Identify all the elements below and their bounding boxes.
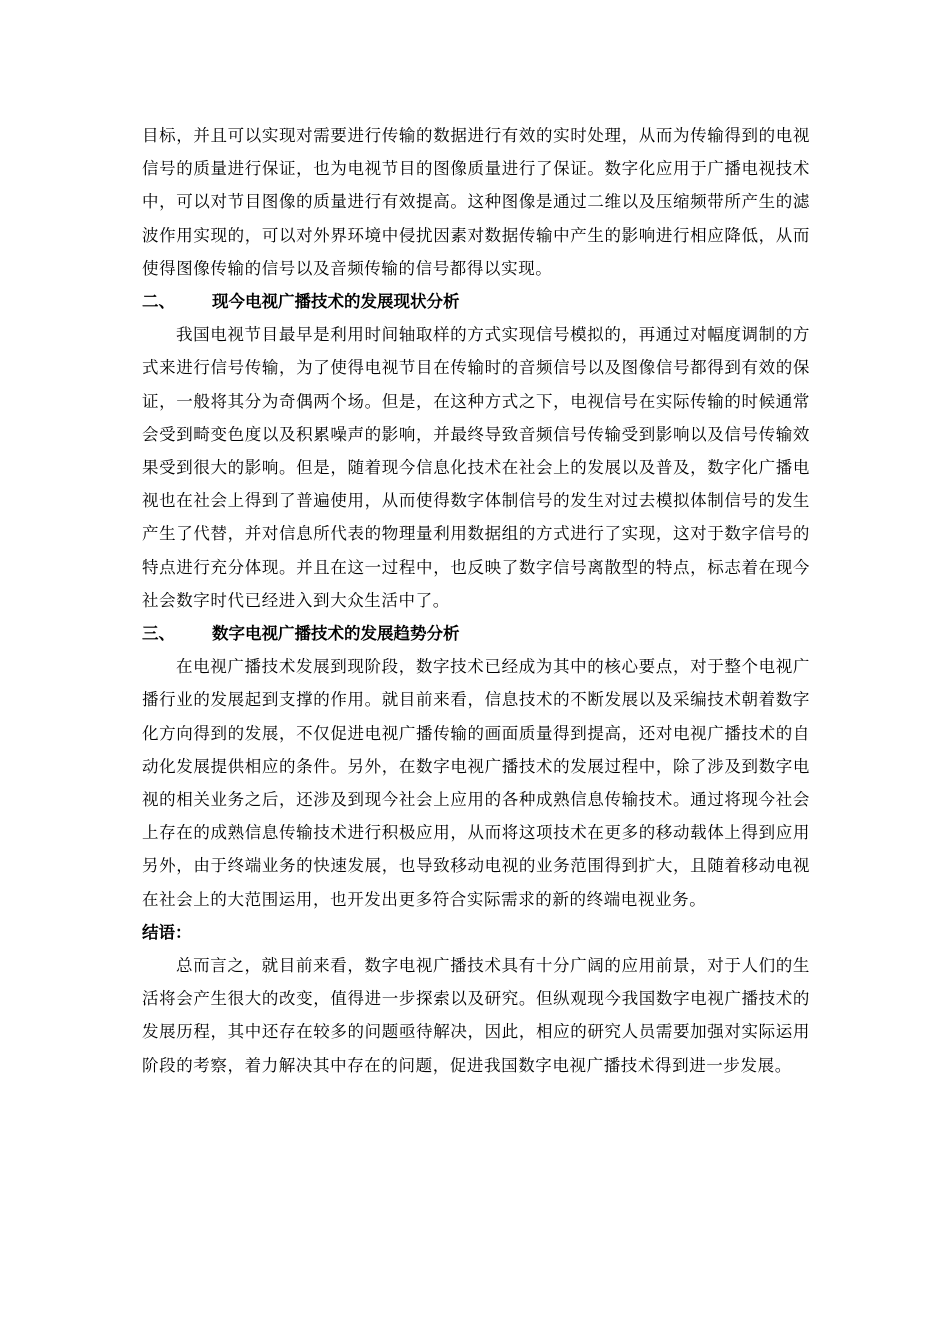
conclusion-heading: 结语： [142,922,192,942]
document-page [142,119,810,1082]
section-body-2: 我国电视节目最早是利用时间轴取样的方式实现信号模拟的，再通过对幅度调制的方式来进行信号传输，为了使得电视节目在传输时的音频信号以及图像信号都得到有效的保证，一般将其分为奇偶两个场。但是，在这种方式之下，电视信号在实际传输的时候通常会受到畸变色度以及积累噪声的影响，并最终导致音频信号传输受到影响以及信号传输效果受到很大的影响。但是，随着现今信息化技术在社会上的发展以及普及，数字化广播电视也在社会上得到了普遍使用，从而使得数字体制信号的发生对过去模拟体制信号的发生产生了代替，并对信息所代表的物理量利用数据组的方式进行了实现，这对于数字信号的特点进行充分体现。并且在这一过程中，也反映了数字信号离散型的特点，标志着在现今社会数字时代已经进入到大众生活中了。 [142,325,810,610]
section-number-2: 二、 [142,292,175,312]
section-heading-2 [142,285,810,318]
section-body-3: 在电视广播技术发展到现阶段，数字技术已经成为其中的核心要点，对于整个电视广播行业的发展起到支撑的作用。就目前来看，信息技术的不断发展以及采编技术朝着数字化方向得到的发展，不仅促进电视广播传输的画面质量得到提高，还对电视广播技术的自动化发展提供相应的条件。另外，在数字电视广播技术的发展过程中，除了涉及到数字电视的相关业务之后，还涉及到现今社会上应用的各种成熟信息传输技术。通过将现今社会上存在的成熟信息传输技术进行积极应用，从而将这项技术在更多的移动载体上得到应用另外，由于终端业务的快速发展，也导致移动电视的业务范围得到扩大，且随着移动电视在社会上的大范围运用，也开发出更多符合实际需求的新的终端电视业务。 [142,657,810,909]
intro-paragraph: 目标，并且可以实现对需要进行传输的数据进行有效的实时处理，从而为传输得到的电视信号的质量进行保证，也为电视节目的图像质量进行了保证。数字化应用于广播电视技术中，可以对节目图像的质量进行有效提高。这种图像是通过二维以及压缩频带所产生的滤波作用实现的，可以对外界环境中侵扰因素对数据传输中产生的影响进行相应降低，从而使得图像传输的信号以及音频传输的信号都得以实现。 [142,126,810,278]
section-number-3: 三、 [142,624,175,644]
section-title-3: 数字电视广播技术的发展趋势分析 [212,624,460,644]
section-title-2: 现今电视广播技术的发展现状分析 [212,292,460,312]
conclusion-body: 总而言之，就目前来看，数字电视广播技术具有十分广阔的应用前景，对于人们的生活将会产生很大的改变，值得进一步探索以及研究。但纵观现今我国数字电视广播技术的发展历程，其中还存在较多的问题亟待解决，因此，相应的研究人员需要加强对实际运用阶段的考察，着力解决其中存在的问题，促进我国数字电视广播技术得到进一步发展。 [142,956,810,1075]
section-heading-3 [142,617,810,650]
